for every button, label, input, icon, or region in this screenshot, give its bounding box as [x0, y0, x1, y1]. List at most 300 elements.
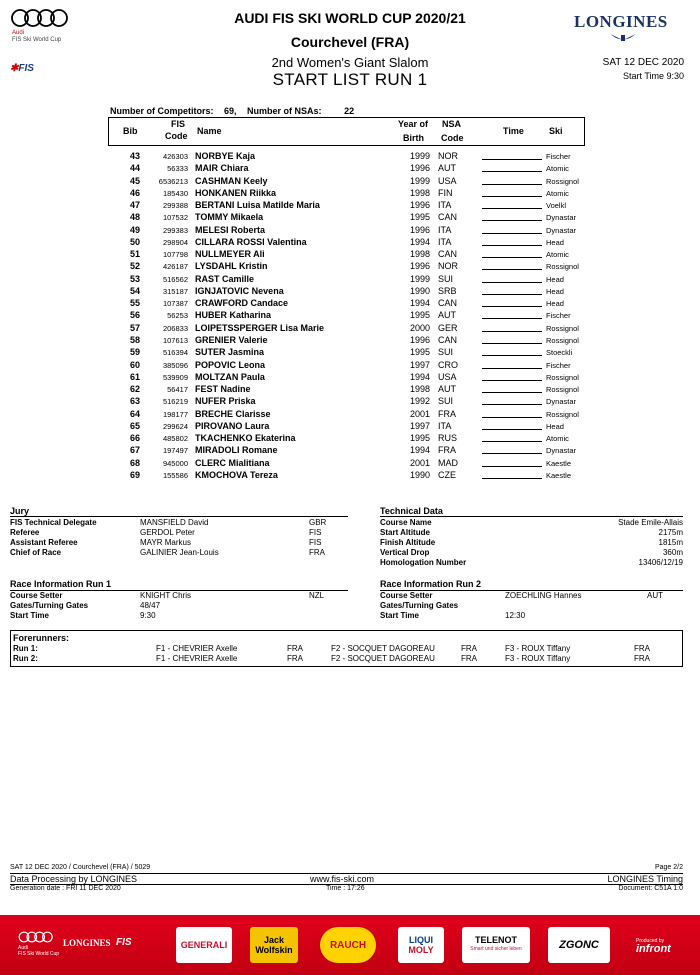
jury-nsa: FIS — [309, 538, 322, 547]
forerunner-f1: F1 - CHEVRIER Axelle — [156, 644, 238, 653]
footer-ref: SAT 12 DEC 2020 / Courchevel (FRA) / 5029 — [10, 864, 151, 871]
footer-processing: Data Processing by LONGINES — [10, 874, 138, 884]
name-cell: KMOCHOVA Tereza — [195, 469, 278, 480]
sponsor-infront — [636, 937, 671, 953]
run1-gates: 48/47 — [140, 601, 161, 610]
name-cell: MOLTZAN Paula — [195, 371, 265, 382]
ski-cell: Atomic — [546, 164, 569, 174]
sponsor-jack-wolfskin — [250, 927, 298, 963]
fis-code-cell: 385096 — [162, 360, 188, 370]
ski-cell: Atomic — [546, 434, 569, 444]
fis-code-cell: 426303 — [162, 152, 188, 161]
page-title: AUDI FIS SKI WORLD CUP 2020/21 — [234, 10, 466, 26]
jury-item — [10, 548, 350, 558]
bib-cell: 49 — [129, 224, 140, 235]
time-blank — [482, 175, 542, 185]
footer-time: Time : 17:26 — [326, 885, 365, 892]
ski-cell: Head — [546, 421, 564, 431]
bib-cell: 56 — [129, 310, 140, 321]
th-ski: Ski — [549, 126, 563, 136]
name-cell: FEST Nadine — [195, 384, 251, 395]
nsa-cell: CZE — [438, 469, 456, 480]
nsa-cell: CAN — [438, 298, 458, 309]
name-cell: GRENIER Valerie — [195, 334, 268, 345]
fis-code-cell: 155586 — [162, 470, 188, 480]
time-blank — [482, 322, 542, 332]
name-cell: TKACHENKO Ekaterina — [195, 433, 296, 444]
technical-value: Stade Emile-Allais — [618, 518, 683, 527]
table-row — [108, 420, 588, 432]
table-row — [108, 322, 588, 334]
time-blank — [482, 432, 542, 442]
ski-cell: Dynastar — [546, 446, 577, 456]
jury-name: MAYR Markus — [140, 538, 191, 547]
venue-title: Courchevel (FRA) — [290, 34, 410, 50]
sponsor-jack: Jack — [263, 935, 285, 945]
name-cell: SUTER Jasmina — [195, 347, 265, 358]
jury-role: Referee — [10, 528, 40, 537]
nsa-cell: SUI — [438, 396, 454, 407]
fis-code-cell: 107613 — [162, 335, 188, 345]
name-cell: CRAWFORD Candace — [195, 298, 289, 309]
forerunner-f1n: FRA — [287, 654, 303, 663]
nsa-cell: NOR — [438, 261, 458, 272]
sponsor-liqui-moly — [398, 927, 444, 963]
bib-cell: 55 — [129, 298, 140, 309]
fis-code-cell: 197497 — [162, 446, 188, 456]
bib-cell: 44 — [129, 163, 140, 174]
fis-code-cell: 198177 — [162, 409, 188, 419]
forerunner-f2n: FRA — [461, 654, 477, 663]
technical-item — [380, 518, 683, 528]
ski-cell: Head — [546, 299, 564, 309]
forerunner-row — [13, 644, 681, 654]
forerunner-f3: F3 - ROUX Tiffany — [505, 654, 571, 663]
year-cell: 1998 — [409, 384, 430, 395]
nsa-cell: CRO — [438, 359, 458, 370]
table-row — [108, 187, 588, 199]
jury-name: GERDOL Peter — [140, 528, 195, 537]
fis-code-cell: 6536213 — [158, 176, 188, 186]
time-blank — [482, 359, 542, 369]
year-cell: 1990 — [409, 469, 430, 480]
year-cell: 1996 — [409, 261, 430, 272]
table-row — [108, 224, 588, 236]
ski-cell: Fischer — [546, 360, 571, 370]
run1-gates-label: Gates/Turning Gates — [10, 601, 89, 610]
bib-cell: 59 — [129, 347, 140, 358]
technical-value: 360m — [662, 548, 683, 557]
nsa-cell: ITA — [438, 200, 452, 211]
bib-cell: 45 — [129, 175, 140, 186]
th-nsa-code: Code — [441, 133, 464, 143]
bib-cell: 62 — [129, 384, 140, 395]
footer-page: Page 2/2 — [654, 864, 683, 871]
nsas-label: Number of NSAs: — [247, 106, 322, 116]
table-row — [108, 359, 588, 371]
run1-setter-nsa: NZL — [309, 591, 325, 600]
bib-cell: 51 — [129, 249, 140, 260]
table-row — [108, 469, 588, 481]
start-list — [108, 150, 588, 481]
nsa-cell: FIN — [438, 187, 453, 198]
table-row — [108, 162, 588, 174]
year-cell: 1995 — [409, 347, 430, 358]
th-birth: Birth — [403, 133, 424, 143]
table-row — [108, 199, 588, 211]
sponsor-audi-text — [18, 945, 59, 957]
name-cell: PIROVANO Laura — [195, 420, 270, 431]
audi-logo-text — [12, 30, 61, 44]
year-cell: 1996 — [409, 334, 430, 345]
fis-code-cell: 107798 — [162, 250, 188, 260]
nsa-cell: USA — [438, 175, 457, 186]
time-blank — [482, 285, 542, 295]
nsa-cell: NOR — [438, 151, 458, 161]
time-blank — [482, 199, 542, 209]
sponsor-rauch: RAUCH — [320, 927, 376, 963]
ski-cell: Dynastar — [546, 213, 577, 223]
name-cell: TOMMY Mikaela — [195, 212, 264, 223]
run2-gates-label: Gates/Turning Gates — [380, 601, 459, 610]
bib-cell: 53 — [129, 273, 140, 284]
time-blank — [482, 334, 542, 344]
forerunners-box — [10, 630, 683, 667]
nsa-cell: CAN — [438, 334, 458, 345]
sponsor-audi: Audi — [18, 945, 29, 951]
year-cell: 1994 — [409, 371, 430, 382]
technical-value: 2175m — [658, 528, 683, 537]
longines-logo: LONGINES — [574, 12, 668, 31]
table-row — [108, 395, 588, 407]
table-row — [108, 236, 588, 248]
jury-nsa: FIS — [309, 528, 322, 537]
nsa-cell: ITA — [438, 224, 452, 235]
name-cell: MAIR Chiara — [195, 163, 249, 174]
year-cell: 2000 — [409, 322, 430, 333]
year-cell: 1995 — [409, 212, 430, 223]
th-year-of: Year of — [398, 119, 429, 129]
forerunner-f1: F1 - CHEVRIER Axelle — [156, 654, 238, 663]
technical-divider — [380, 516, 683, 517]
th-name: Name — [197, 126, 222, 136]
technical-value: 1815m — [658, 538, 683, 547]
bib-cell: 43 — [129, 151, 140, 161]
ski-cell: Head — [546, 237, 564, 247]
year-cell: 1997 — [409, 420, 430, 431]
ski-cell: Dynastar — [546, 397, 577, 407]
ski-cell: Stoeckli — [546, 348, 573, 358]
audi-brand: Audi — [12, 30, 25, 36]
bib-cell: 50 — [129, 236, 140, 247]
jury-item — [10, 538, 350, 548]
nsa-cell: RUS — [438, 433, 458, 444]
run2-title: Race Information Run 2 — [380, 579, 482, 589]
nsa-cell: ITA — [438, 236, 452, 247]
year-cell: 1999 — [409, 175, 430, 186]
fis-code-cell: 299388 — [162, 201, 188, 211]
fis-logo-text: FIS — [18, 63, 34, 74]
year-cell: 1994 — [409, 298, 430, 309]
run2-start-label: Start Time — [380, 611, 419, 620]
ski-cell: Voelkl — [546, 201, 567, 211]
name-cell: HONKANEN Riikka — [195, 187, 277, 198]
forerunner-f2: F2 - SOCQUET DAGOREAU — [331, 654, 435, 663]
ski-cell: Kaestle — [546, 470, 572, 480]
ski-cell: Fischer — [546, 311, 571, 321]
ski-cell: Rossignol — [546, 409, 579, 419]
th-fis: FIS — [171, 119, 186, 129]
ski-cell: Head — [546, 274, 564, 284]
fis-code-cell: 426187 — [162, 262, 188, 272]
table-row — [108, 260, 588, 272]
nsa-cell: MAD — [438, 457, 458, 468]
name-cell: IGNJATOVIC Nevena — [195, 285, 284, 296]
jury-title: Jury — [10, 506, 30, 516]
name-cell: NULLMEYER Ali — [195, 249, 265, 260]
sponsor-liqui: LIQUI — [409, 935, 433, 945]
technical-value: 13406/12/19 — [638, 558, 683, 567]
fis-code-cell: 107387 — [162, 299, 188, 309]
table-row — [108, 432, 588, 444]
time-blank — [482, 162, 542, 172]
forerunner-row — [13, 654, 681, 664]
nsas-value: 22 — [344, 106, 355, 116]
forerunners-title: Forerunners: — [13, 633, 70, 643]
ski-cell: Rossignol — [546, 176, 579, 186]
th-nsa: NSA — [442, 119, 462, 129]
year-cell: 1996 — [409, 163, 430, 174]
fis-code-cell: 539909 — [162, 372, 188, 382]
bib-cell: 64 — [129, 408, 140, 419]
forerunner-label: Run 1: — [13, 644, 38, 653]
ski-cell: Rossignol — [546, 262, 579, 272]
nsa-cell: SUI — [438, 347, 454, 358]
table-row — [108, 150, 588, 162]
fis-code-cell: 206833 — [162, 323, 188, 333]
time-blank — [482, 420, 542, 430]
technical-item — [380, 538, 683, 548]
ski-cell: Rossignol — [546, 385, 579, 395]
forerunner-f1n: FRA — [287, 644, 303, 653]
fis-code-cell: 298904 — [162, 237, 188, 247]
ski-cell: Atomic — [546, 250, 569, 260]
name-cell: MELESI Roberta — [195, 224, 266, 235]
run2-setter-nsa: AUT — [647, 591, 663, 600]
ski-cell: Rossignol — [546, 372, 579, 382]
competitors-summary — [110, 106, 354, 116]
technical-label: Course Name — [380, 518, 432, 527]
fis-code-cell: 299383 — [162, 225, 188, 235]
time-blank — [482, 297, 542, 307]
run1-start-label: Start Time — [10, 611, 49, 620]
run1-title: Race Information Run 1 — [10, 579, 112, 589]
technical-label: Homologation Number — [380, 558, 467, 567]
table-row — [108, 371, 588, 383]
list-title: START LIST RUN 1 — [272, 70, 428, 89]
jury-role: Assistant Referee — [10, 538, 78, 547]
time-blank — [482, 444, 542, 454]
year-cell: 1994 — [409, 236, 430, 247]
sponsor-audi-rings-icon — [18, 931, 54, 943]
name-cell: CLERC Mialitiana — [195, 457, 270, 468]
table-row — [108, 383, 588, 395]
bib-cell: 66 — [129, 433, 140, 444]
sponsor-longines: LONGINES — [63, 938, 111, 948]
footer-generation: Generation date : FRI 11 DEC 2020 — [10, 885, 121, 892]
year-cell: 1995 — [409, 310, 430, 321]
name-cell: POPOVIC Leona — [195, 359, 266, 370]
bib-cell: 57 — [129, 322, 140, 333]
forerunner-f2n: FRA — [461, 644, 477, 653]
nsa-cell: FRA — [438, 445, 456, 456]
year-cell: 1990 — [409, 285, 430, 296]
bib-cell: 48 — [129, 212, 140, 223]
forerunner-f3n: FRA — [634, 654, 650, 663]
name-cell: CASHMAN Keely — [195, 175, 268, 186]
time-blank — [482, 224, 542, 234]
name-cell: NUFER Priska — [195, 396, 256, 407]
time-blank — [482, 187, 542, 197]
sponsor-audi-sub: FIS Ski World Cup — [18, 951, 60, 957]
time-blank — [482, 309, 542, 319]
nsa-cell: FRA — [438, 408, 456, 419]
year-cell: 1997 — [409, 359, 430, 370]
fis-code-cell: 945000 — [162, 458, 188, 468]
sponsor-telenot — [462, 927, 530, 963]
table-row — [108, 444, 588, 456]
nsa-cell: ITA — [438, 420, 452, 431]
table-row — [108, 297, 588, 309]
ski-cell: Head — [546, 286, 564, 296]
th-time: Time — [503, 126, 524, 136]
run2-setter-label: Course Setter — [380, 591, 433, 600]
bib-cell: 63 — [129, 396, 140, 407]
ski-cell: Rossignol — [546, 335, 579, 345]
nsa-cell: CAN — [438, 212, 458, 223]
fis-star-icon: ✱ — [10, 63, 19, 74]
jury-nsa: GBR — [309, 518, 327, 527]
table-row — [108, 248, 588, 260]
jury-item — [10, 518, 350, 528]
bib-cell: 68 — [129, 457, 140, 468]
year-cell: 2001 — [409, 408, 430, 419]
nsa-cell: GER — [438, 322, 458, 333]
sponsor-bar — [0, 915, 700, 975]
bib-cell: 65 — [129, 420, 140, 431]
bib-cell: 61 — [129, 371, 140, 382]
forerunner-f3n: FRA — [634, 644, 650, 653]
event-title: 2nd Women's Giant Slalom — [271, 55, 429, 70]
name-cell: MIRADOLI Romane — [195, 445, 278, 456]
time-blank — [482, 371, 542, 381]
run1-setter-label: Course Setter — [10, 591, 63, 600]
year-cell: 1999 — [409, 273, 430, 284]
year-cell: 1998 — [409, 187, 430, 198]
bib-cell: 58 — [129, 334, 140, 345]
table-row — [108, 285, 588, 297]
technical-label: Start Altitude — [380, 528, 430, 537]
ski-cell: Dynastar — [546, 225, 577, 235]
run2-start: 12:30 — [505, 611, 526, 620]
time-blank — [482, 211, 542, 221]
time-blank — [482, 248, 542, 258]
table-row — [108, 175, 588, 187]
year-cell: 1996 — [409, 224, 430, 235]
nsa-cell: USA — [438, 371, 457, 382]
time-blank — [482, 346, 542, 356]
nsa-cell: SUI — [438, 273, 454, 284]
nsa-cell: AUT — [438, 310, 456, 321]
run1-setter: KNIGHT Chris — [140, 591, 191, 600]
sponsor-infront-sub: Produced by — [636, 938, 665, 944]
fis-code-cell: 56253 — [167, 311, 188, 321]
name-cell: LOIPETSSPERGER Lisa Marie — [195, 322, 325, 333]
bib-cell: 47 — [129, 200, 140, 211]
time-blank — [482, 273, 542, 283]
fis-code-cell: 185430 — [162, 188, 188, 198]
fis-code-cell: 56333 — [167, 164, 188, 174]
technical-list — [380, 518, 683, 568]
forerunner-f2: F2 - SOCQUET DAGOREAU — [331, 644, 435, 653]
table-row — [108, 309, 588, 321]
fis-code-cell: 107532 — [162, 213, 188, 223]
name-cell: CILLARA ROSSI Valentina — [195, 236, 307, 247]
ski-cell: Atomic — [546, 188, 569, 198]
audi-sub: FIS Ski World Cup — [12, 37, 62, 43]
year-cell: 1992 — [409, 396, 430, 407]
time-blank — [482, 457, 542, 467]
sponsor-telenot-sub: Smart und sicher leben — [470, 946, 522, 952]
longines-wings-icon — [608, 32, 638, 42]
jury-name: MANSFIELD David — [140, 518, 209, 527]
forerunners-list — [13, 644, 681, 664]
sponsor-wolfskin: Wolfskin — [255, 945, 293, 955]
year-cell: 1998 — [409, 249, 430, 260]
fis-code-cell: 516219 — [162, 397, 188, 407]
nsa-cell: SRB — [438, 285, 457, 296]
jury-name: GALINIER Jean-Louis — [140, 548, 219, 557]
year-cell: 2001 — [409, 457, 430, 468]
run1-start: 9:30 — [140, 611, 156, 620]
table-row — [108, 346, 588, 358]
fis-code-cell: 299624 — [162, 421, 188, 431]
technical-label: Vertical Drop — [380, 548, 430, 557]
name-cell: HUBER Katharina — [195, 310, 272, 321]
footer-document: Document: C51A 1.0 — [618, 885, 683, 892]
year-cell: 1999 — [409, 151, 430, 161]
technical-item — [380, 528, 683, 538]
time-blank — [482, 408, 542, 418]
technical-item — [380, 548, 683, 558]
table-row — [108, 273, 588, 285]
bib-cell: 69 — [129, 469, 140, 480]
time-blank — [482, 236, 542, 246]
sponsor-infront-name: infront — [636, 943, 671, 955]
start-time: Start Time 9:30 — [622, 71, 684, 81]
bib-cell: 46 — [129, 187, 140, 198]
time-blank — [482, 383, 542, 393]
footer-url[interactable]: www.fis-ski.com — [310, 874, 375, 884]
table-row — [108, 334, 588, 346]
fis-code-cell: 485802 — [162, 434, 188, 444]
fis-code-cell: 516562 — [162, 274, 188, 284]
jury-divider — [10, 516, 348, 517]
name-cell: NORBYE Kaja — [195, 151, 256, 161]
footer-timing: LONGINES Timing — [607, 874, 683, 884]
bib-cell: 67 — [129, 445, 140, 456]
time-blank — [482, 260, 542, 270]
